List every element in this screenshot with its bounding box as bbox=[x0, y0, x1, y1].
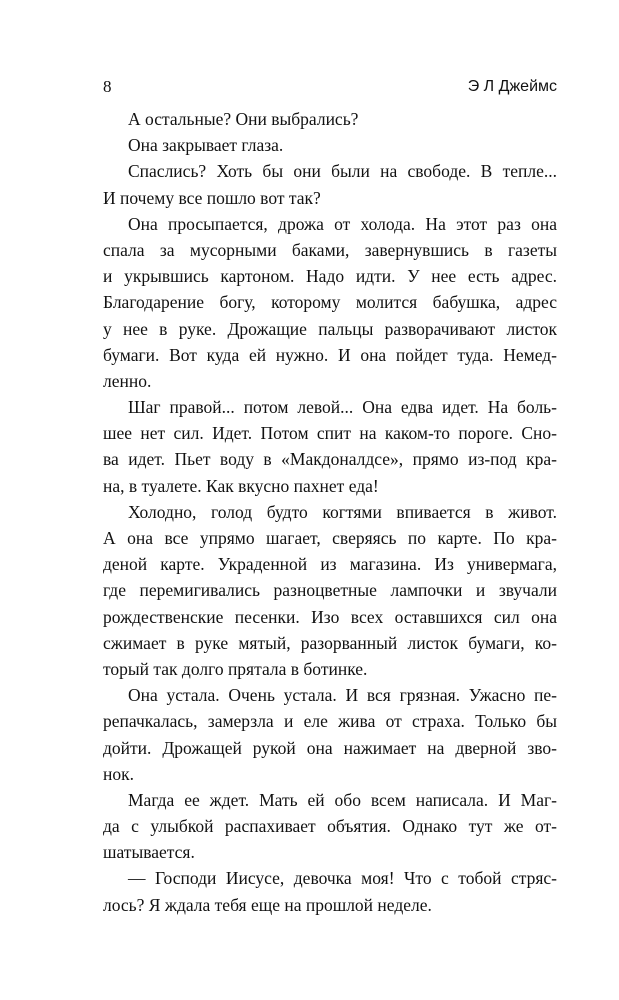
text-line: Шаг правой... потом левой... Она едва идет. На боль- bbox=[128, 397, 557, 418]
text-line: рождественские песенки. Изо всех оставшихся сил она bbox=[103, 606, 557, 627]
text-line: где перемигивались разноцветные лампочки и звучали bbox=[103, 580, 557, 601]
text-line: ва идет. Пьет воду в «Макдоналдсе», прямо из-под кра- bbox=[103, 449, 557, 470]
text-line: бумаги. Вот куда ей нужно. И она пойдет туда. Немед- bbox=[103, 344, 557, 365]
text-line: и укрывшись картоном. Надо идти. У нее есть адрес. bbox=[103, 266, 557, 287]
page-header bbox=[103, 76, 557, 98]
text-line: дойти. Дрожащей рукой она нажимает на дверной зво- bbox=[103, 737, 557, 758]
text-line: сжимает в руке мятый, разорванный листок бумаги, ко- bbox=[103, 632, 557, 653]
page-number: 8 bbox=[103, 77, 112, 96]
text-line: лось? Я ждала тебя еще на прошлой неделе. bbox=[103, 894, 432, 915]
text-line: шатывается. bbox=[103, 842, 195, 863]
text-line: шее нет сил. Идет. Потом спит на каком-то пороге. Сно- bbox=[103, 423, 557, 444]
text-line: А остальные? Они выбрались? bbox=[128, 109, 359, 129]
text-line: репачкалась, замерзла и еле жива от страха. Только бы bbox=[103, 711, 557, 732]
text-line: И почему все пошло вот так? bbox=[103, 187, 321, 208]
text-line: Магда ее ждет. Мать ей обо всем написала. И Маг- bbox=[128, 789, 557, 810]
text-line: нок. bbox=[103, 763, 134, 784]
text-line: Она закрывает глаза. bbox=[128, 135, 284, 156]
text-line: А она все упрямо шагает, сверяясь по карте. По кра- bbox=[103, 528, 557, 548]
text-line: Она устала. Очень устала. И вся грязная. Ужасно пе- bbox=[128, 685, 557, 706]
text-line: деной карте. Украденной из магазина. Из универмага, bbox=[103, 554, 557, 575]
text-line: Она просыпается, дрожа от холода. На этот раз она bbox=[128, 213, 557, 234]
body-text bbox=[103, 106, 557, 918]
text-line: у нее в руке. Дрожащие пальцы разворачивают листок bbox=[103, 318, 557, 339]
text-line: ленно. bbox=[103, 370, 152, 391]
text-line: на, в туалете. Как вкусно пахнет еда! bbox=[103, 475, 379, 496]
text-line: Благодарение богу, которому молится бабушка, адрес bbox=[103, 292, 557, 313]
text-line: да с улыбкой распахивает объятия. Однако тут же от- bbox=[103, 816, 557, 837]
text-line: Холодно, голод будто когтями впивается в живот. bbox=[128, 501, 557, 522]
text-line: торый так долго прятала в ботинке. bbox=[103, 658, 368, 679]
text-line: спала за мусорными баками, завернувшись в газеты bbox=[103, 239, 557, 260]
text-line: — Господи Иисусе, девочка моя! Что с тобой стряс- bbox=[128, 868, 557, 889]
text-line: Спаслись? Хоть бы они были на свободе. В тепле... bbox=[128, 161, 557, 182]
running-head-author: Э Л Джеймс bbox=[467, 78, 557, 95]
